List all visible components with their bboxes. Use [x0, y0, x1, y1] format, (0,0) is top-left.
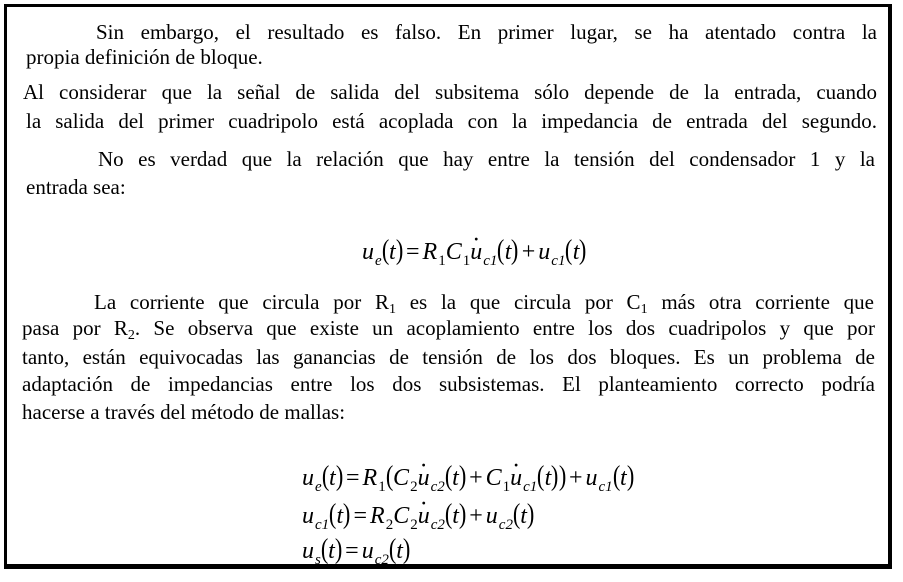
paragraph3-line3: tanto, están equivocadas las ganancias de tensión de los dos bloques. Es un problema de: [22, 345, 875, 369]
paragraph2-line1: No es verdad que la relación que hay entre la tensión del condensador 1 y la: [98, 147, 875, 171]
equation-output: $u_s(t) = u_{c2}(t)$: [302, 534, 411, 568]
paragraph3-line5: hacerse a través del método de mallas:: [22, 400, 346, 424]
paragraph1-line1: Sin embargo, el resultado es falso. En primer lugar, se ha atentado contra la: [96, 20, 877, 44]
paragraph1-line4: la salida del primer cuadripolo está acoplada con la impedancia de entrada del segundo.: [26, 109, 877, 133]
equation-mesh-1: $u_e(t) = R_1(C_2\cdot u_{c2}(t) + C_1\cdot u_{c1}(t)) + u_{c1}(t)$: [302, 463, 634, 495]
paragraph3-line4: adaptación de impedancias entre los dos subsistemas. El planteamiento correcto podría: [22, 372, 875, 396]
equation-input-voltage: $u_e(t) = R_1C_1\cdot u_{c1}(t) + u_{c1}(t)$: [362, 237, 587, 269]
paragraph2-line2: entrada sea:: [26, 175, 126, 199]
paragraph1-line3: Al considerar que la señal de salida del subsitema sólo depende de la entrada, cuando: [23, 80, 877, 104]
paragraph3-line1: La corriente que circula por $R_1$ es la que circula por $C_1$ más otra corriente que: [94, 290, 874, 317]
equation-mesh-2: $u_{c1}(t) = R_2C_2\cdot u_{c2}(t) + u_{c2}(t)$: [302, 501, 534, 533]
paragraph3-line2: pasa por $R_2$. Se observa que existe un acoplamiento entre los dos cuadripolos y que por: [22, 316, 875, 343]
paragraph1-line2: propia definición de bloque.: [26, 45, 263, 69]
